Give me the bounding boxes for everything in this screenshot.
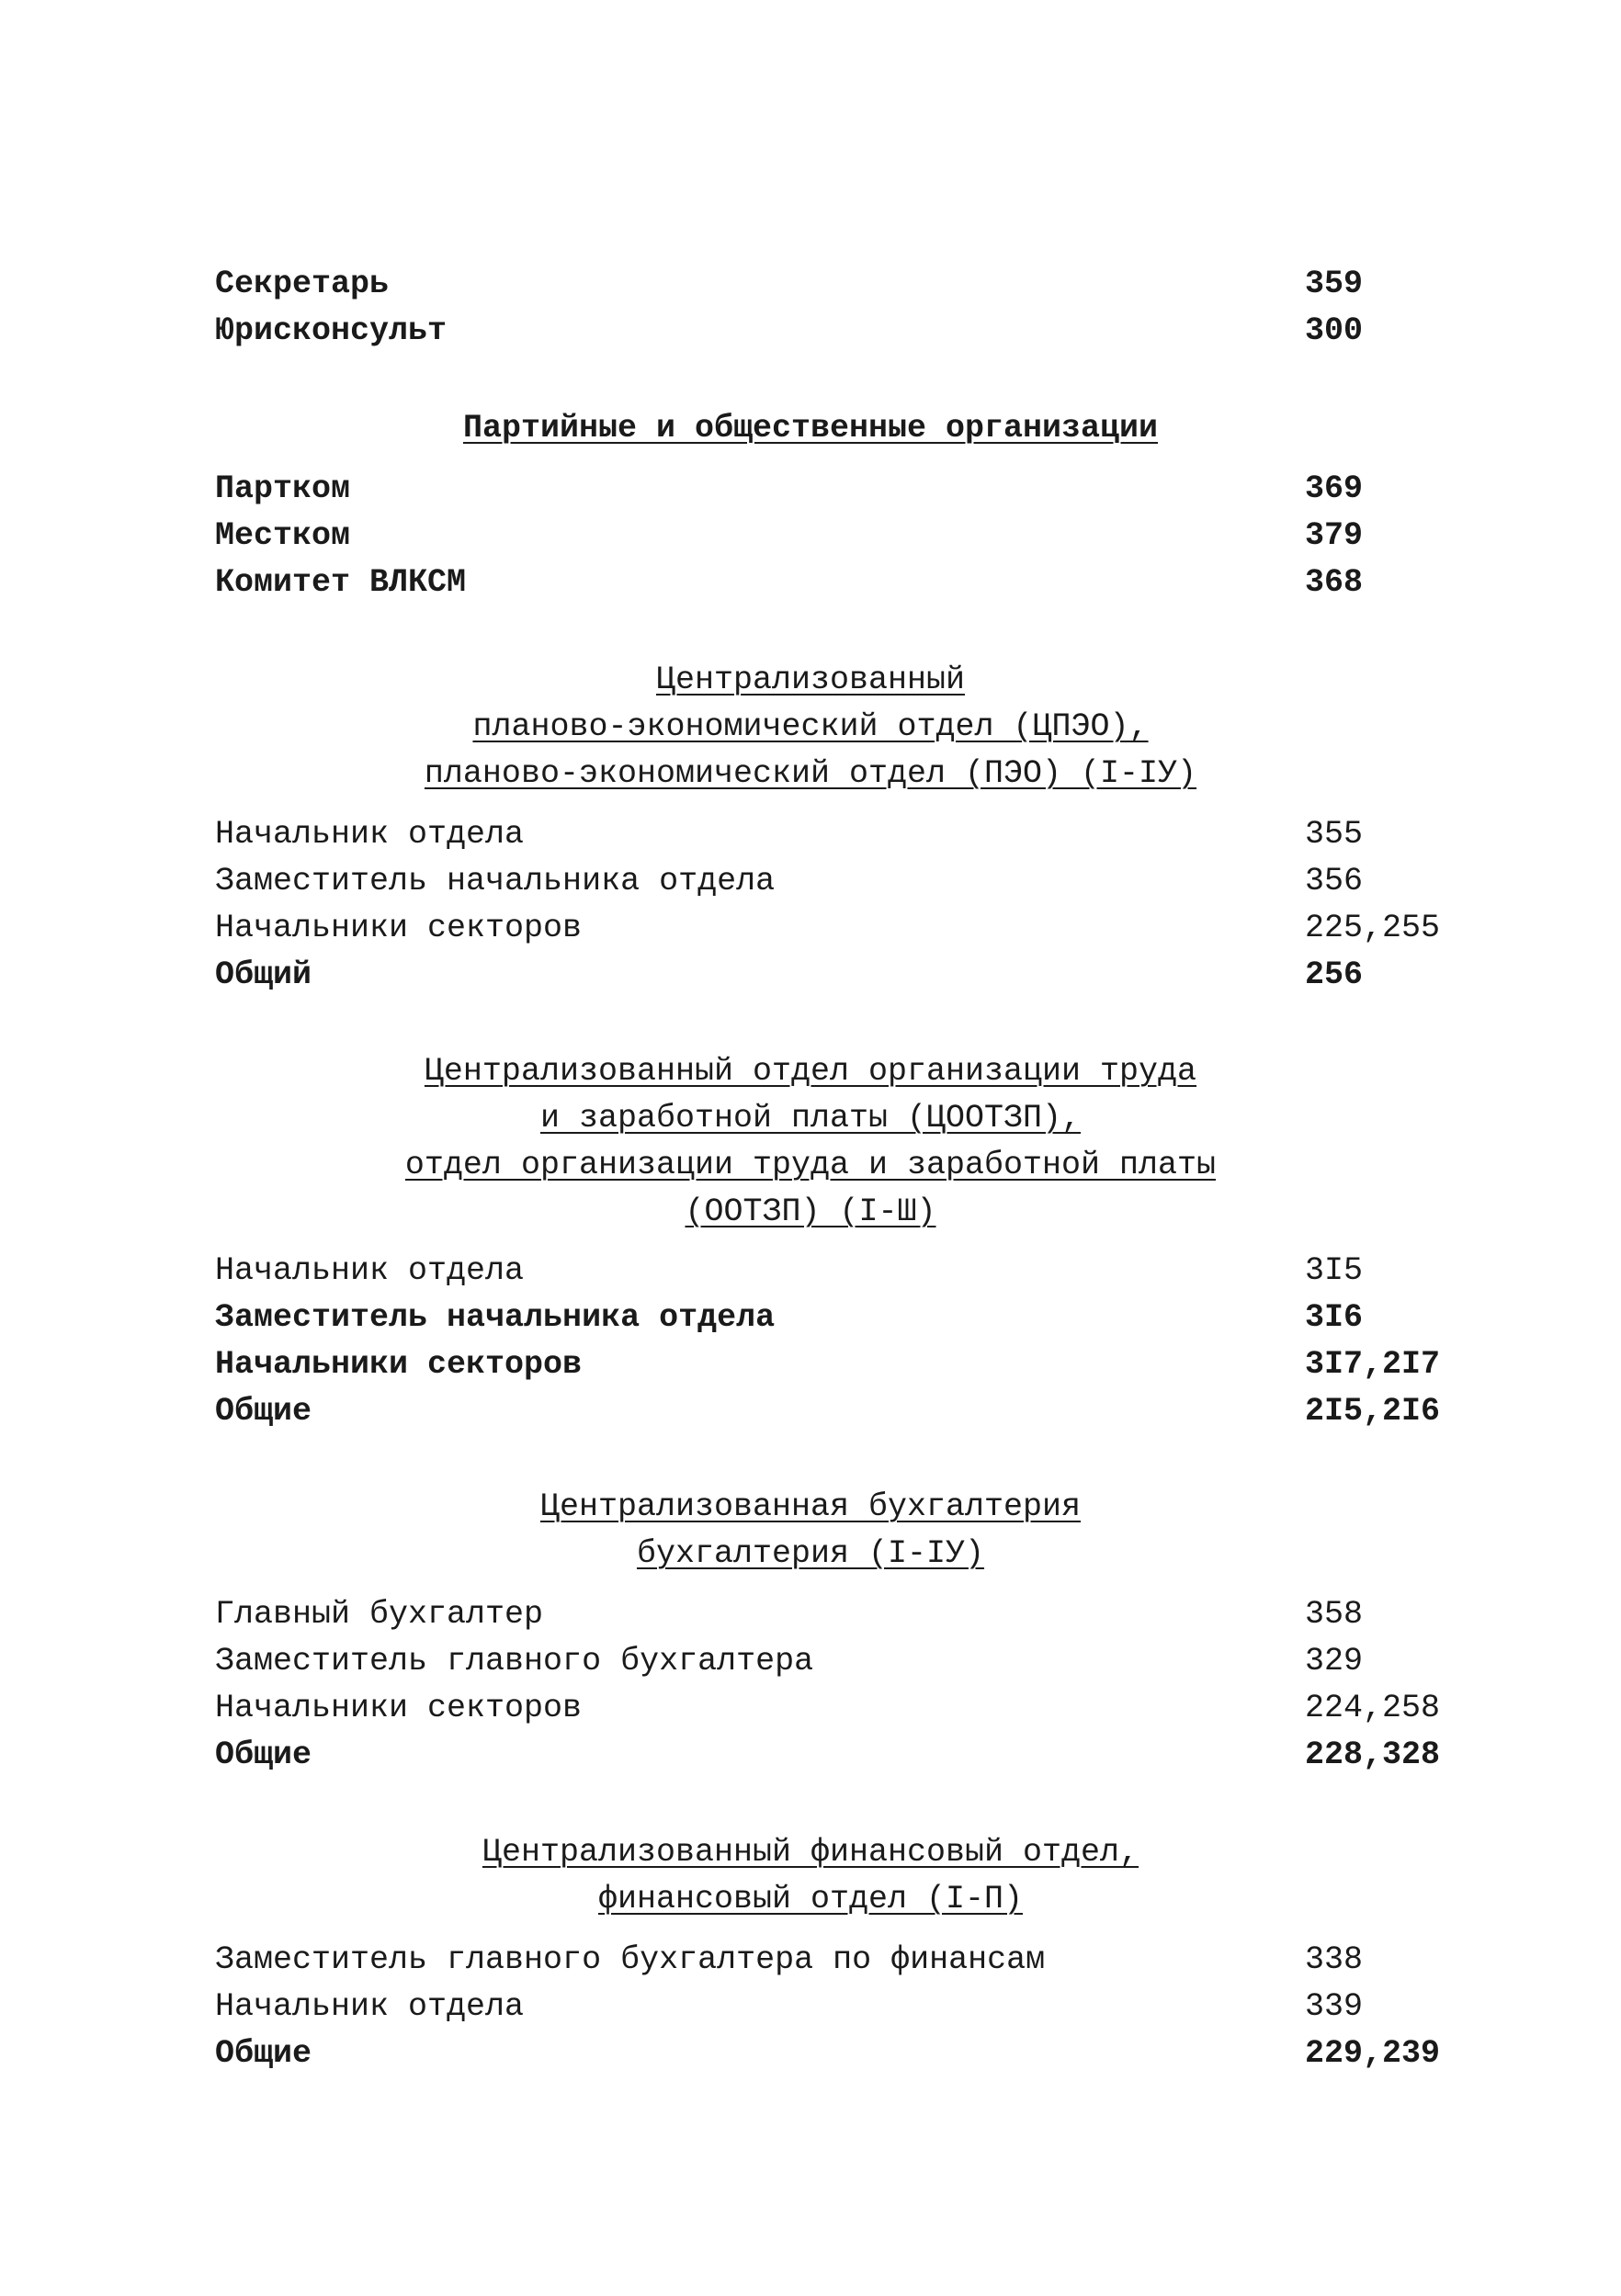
list-row: [0, 951, 1621, 999]
list-row: [0, 1247, 1621, 1295]
list-row: [0, 1936, 1621, 1984]
row-label: Общие: [215, 1393, 312, 1430]
row-label: Партком: [215, 470, 351, 507]
heading-line: финансовый отдел (I-П): [597, 1881, 1024, 1917]
section-heading-accounting: [0, 1530, 1621, 1578]
heading-line: отдел организации труда и заработной платы: [404, 1147, 1217, 1183]
row-code: 368: [1305, 564, 1364, 601]
row-code: 229,239: [1305, 2035, 1441, 2072]
row-code: 2I5,2I6: [1305, 1393, 1441, 1430]
row-code: 355: [1305, 816, 1364, 853]
row-code: 359: [1305, 266, 1364, 302]
row-label: Начальники секторов: [215, 910, 583, 946]
list-row: [0, 1294, 1621, 1341]
list-row: [0, 1983, 1621, 2030]
row-code: 224,258: [1305, 1690, 1441, 1726]
row-label: Начальник отдела: [215, 1252, 525, 1289]
heading-line: Централизованная бухгалтерия: [539, 1488, 1082, 1525]
row-label: Юрисконсульт: [215, 312, 448, 349]
section-heading-labor: [0, 1047, 1621, 1095]
row-code: 369: [1305, 470, 1364, 507]
row-label: Начальники секторов: [215, 1690, 583, 1726]
list-row: [0, 857, 1621, 905]
list-row: [0, 1637, 1621, 1685]
row-code: 3I5: [1305, 1252, 1364, 1289]
heading-line: Партийные и общественные организации: [462, 410, 1159, 447]
row-label: Комитет ВЛКСМ: [215, 564, 467, 601]
heading-line: бухгалтерия (I-IУ): [636, 1535, 985, 1572]
heading-line: (ООТЗП) (I-Ш): [685, 1193, 936, 1230]
section-heading-plan: [0, 656, 1621, 704]
row-code: 356: [1305, 863, 1364, 899]
list-row: [0, 465, 1621, 513]
heading-line: Централизованный: [655, 662, 966, 698]
row-label: Начальник отдела: [215, 816, 525, 853]
list-row: [0, 512, 1621, 560]
list-row: [0, 810, 1621, 858]
row-label: Начальник отдела: [215, 1988, 525, 2025]
row-code: 338: [1305, 1941, 1364, 1978]
row-label: Секретарь: [215, 266, 390, 302]
heading-line: планово-экономический отдел (ЦПЭО),: [472, 708, 1149, 745]
row-code: 379: [1305, 517, 1364, 554]
row-label: Главный бухгалтер: [215, 1596, 544, 1633]
row-label: Общие: [215, 2035, 312, 2072]
list-row: [0, 1340, 1621, 1388]
row-code: 3I7,2I7: [1305, 1346, 1441, 1383]
list-row: [0, 2030, 1621, 2077]
row-code: 228,328: [1305, 1736, 1441, 1773]
row-label: Заместитель главного бухгалтера по финансам: [215, 1941, 1046, 1978]
row-code: 358: [1305, 1596, 1364, 1633]
row-code: 329: [1305, 1643, 1364, 1680]
section-heading-labor: [0, 1188, 1621, 1236]
row-label: Общий: [215, 956, 312, 993]
row-label: Общие: [215, 1736, 312, 1773]
list-row: [0, 1387, 1621, 1435]
section-heading-party: [0, 404, 1621, 452]
section-heading-plan: [0, 750, 1621, 797]
row-code: 225,255: [1305, 910, 1441, 946]
row-code: 3I6: [1305, 1299, 1364, 1336]
list-row-secretary: [0, 260, 1621, 308]
row-code: 339: [1305, 1988, 1364, 2025]
section-heading-finance: [0, 1828, 1621, 1876]
section-heading-plan: [0, 703, 1621, 751]
list-row-legal-counsel: [0, 307, 1621, 355]
row-label: Заместитель начальника отдела: [215, 1299, 776, 1336]
section-heading-accounting: [0, 1483, 1621, 1531]
list-row: [0, 904, 1621, 952]
row-label: Заместитель начальника отдела: [215, 863, 776, 899]
row-code: 256: [1305, 956, 1364, 993]
heading-line: Централизованный отдел организации труда: [424, 1053, 1197, 1090]
heading-line: Централизованный финансовый отдел,: [482, 1834, 1139, 1871]
heading-line: и заработной платы (ЦООТЗП),: [539, 1100, 1082, 1137]
section-heading-labor: [0, 1094, 1621, 1142]
list-row: [0, 1731, 1621, 1779]
section-heading-finance: [0, 1875, 1621, 1923]
row-label: Местком: [215, 517, 351, 554]
row-code: 300: [1305, 312, 1364, 349]
row-label: Заместитель главного бухгалтера: [215, 1643, 814, 1680]
list-row: [0, 1684, 1621, 1732]
row-label: Начальники секторов: [215, 1346, 583, 1383]
heading-line: планово-экономический отдел (ПЭО) (I-IУ): [424, 755, 1197, 792]
list-row: [0, 1590, 1621, 1638]
list-row: [0, 559, 1621, 606]
section-heading-labor: [0, 1141, 1621, 1189]
